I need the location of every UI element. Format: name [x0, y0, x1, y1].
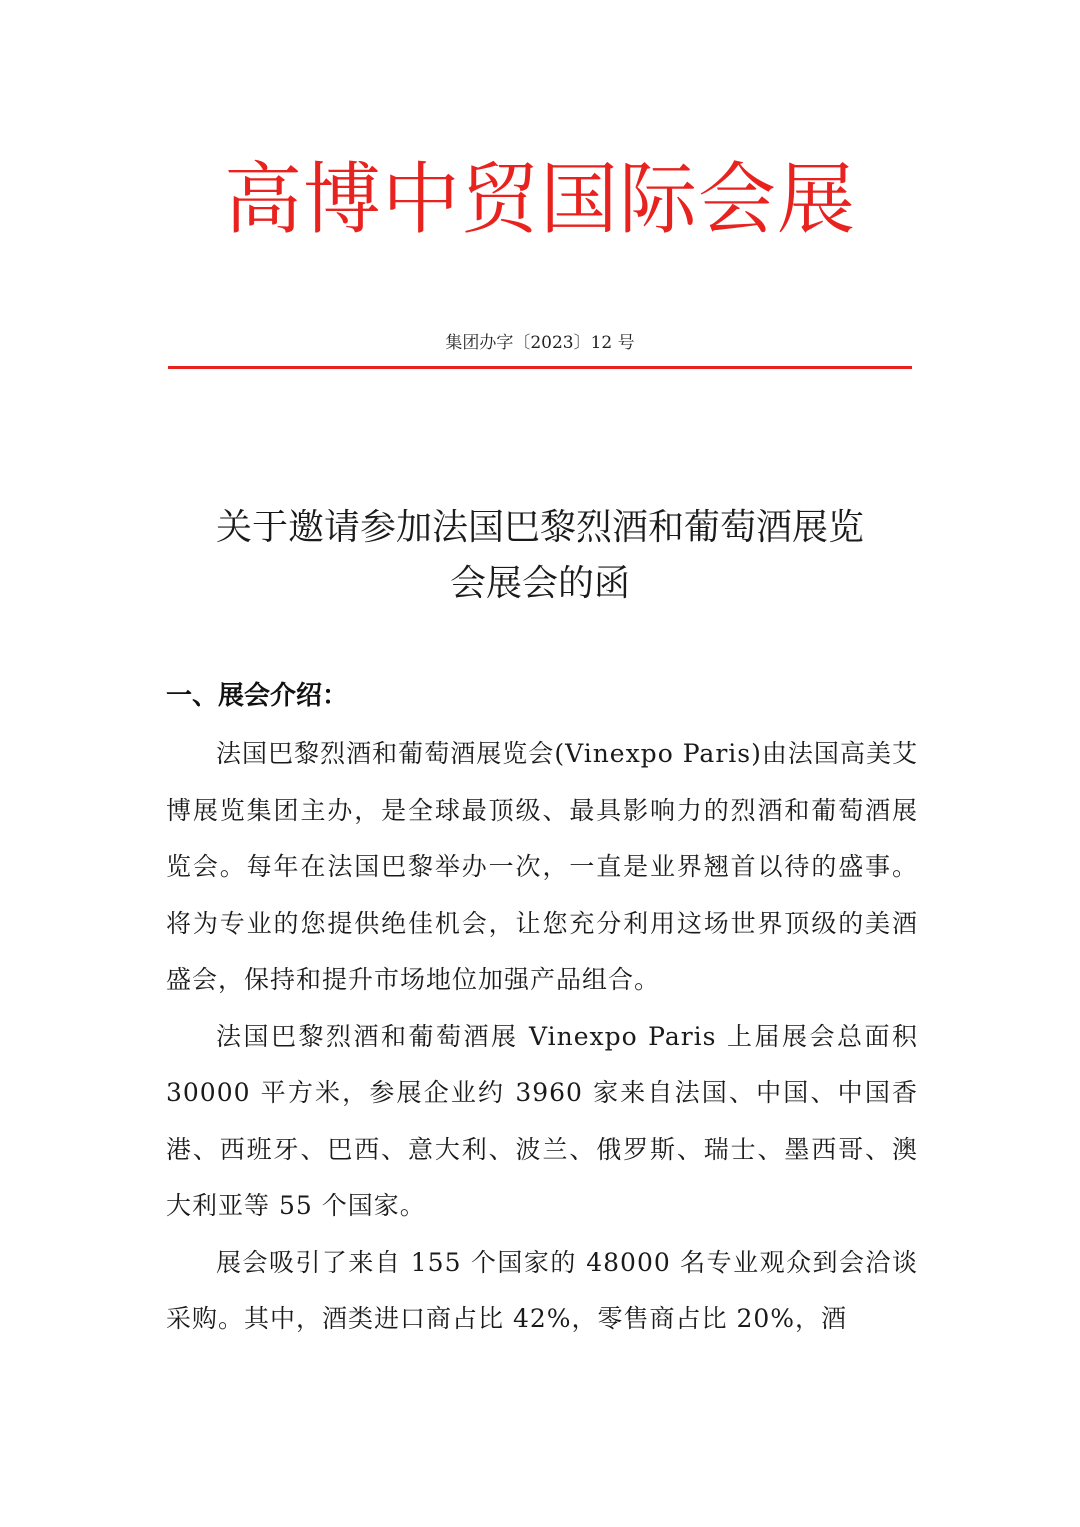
body-paragraph-2: 法国巴黎烈酒和葡萄酒展 Vinexpo Paris 上届展会总面积 30000 平方米，参展企业约 3960 家来自法国、中国、中国香港、西班牙、巴西、意大利、波兰、俄罗斯、瑞士、墨西哥、澳大利亚等 55 个国家。: [166, 1021, 918, 1220]
letter-title: [140, 500, 940, 612]
letter-title-line-1: 关于邀请参加法国巴黎烈酒和葡萄酒展览: [215, 507, 864, 548]
body-paragraph-1: 法国巴黎烈酒和葡萄酒展览会(Vinexpo Paris)由法国高美艾博展览集团主办，是全球最顶级、最具影响力的烈酒和葡萄酒展览会。每年在法国巴黎举办一次，一直是业界翘首以待的盛事。将为专业的您提供绝佳机会，让您充分利用这场世界顶级的美酒盛会，保持和提升市场地位加强产品组合。: [166, 739, 918, 994]
letter-title-line-2: 会展会的函: [449, 563, 630, 604]
masthead: 高博中贸国际会展: [223, 155, 856, 245]
body-paragraph-3: 展会吸引了来自 155 个国家的 48000 名专业观众到会洽谈采购。其中，酒类进口商占比 42%，零售商占比 20%，酒: [166, 1247, 918, 1333]
section-heading: 一、展会介绍：: [166, 681, 349, 711]
red-divider-line: [168, 366, 912, 369]
document-number: 集团办字〔2023〕12 号: [445, 333, 635, 353]
section-body: [166, 726, 918, 1348]
